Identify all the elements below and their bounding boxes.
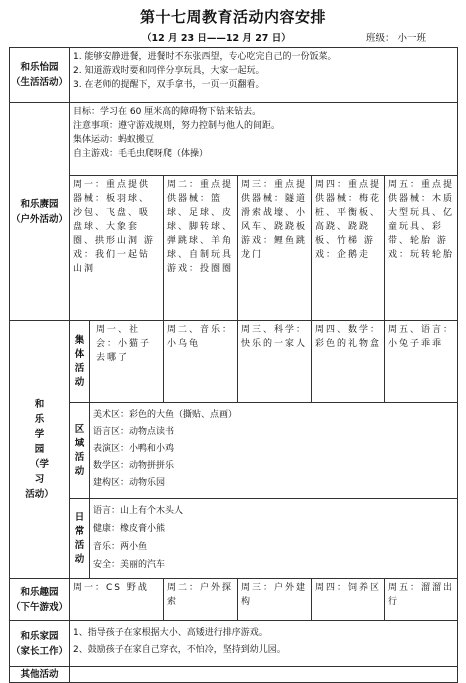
daily-item: 音乐：两小鱼 — [93, 542, 148, 552]
row-parent-work — [10, 621, 458, 667]
daily-item: 语言：山上有个木头人 — [93, 506, 184, 516]
daily-content — [90, 499, 458, 579]
row-daily-activity — [10, 499, 458, 579]
group-day-mon: 周一、社会：小猫子去哪了 — [90, 321, 164, 403]
fun-day-thu: 周四：饲养区 — [312, 579, 385, 621]
row-outdoor-info — [10, 103, 458, 176]
section-learning: 和 乐 学 园 （学 习 活动） — [10, 321, 70, 579]
other-content — [70, 667, 458, 683]
section-fun: 和乐趣园 （下午游戏） — [10, 579, 70, 621]
daily-item: 健康：橡皮膏小熊 — [93, 524, 166, 534]
section-home: 和乐家园 （家长工作） — [10, 621, 70, 667]
area-item: 美术区：彩色的大鱼（撕贴、点画） — [93, 410, 238, 420]
outdoor-day-wed: 周三：重点提供器械：隧道滑索战壕、小风车、跷跷板 游戏：鲤鱼跳龙门 — [238, 176, 312, 321]
group-day-thu: 周四、数学：彩色的礼物盒 — [312, 321, 385, 403]
life-item: 2. 知道游戏时要和同伴分享玩具，大家一起玩。 — [73, 66, 265, 76]
label-daily-activity: 日 常 活 动 — [70, 499, 90, 579]
schedule-table — [9, 47, 458, 683]
row-area-activity — [10, 403, 458, 499]
outdoor-day-fri: 周五：重点提供器械：木质大型玩具、亿童玩具、彩带、轮胎 游戏：玩转轮胎 — [385, 176, 458, 321]
area-content — [90, 403, 458, 499]
group-day-fri: 周五、语言：小兔子乖乖 — [385, 321, 458, 403]
fun-day-fri: 周五：溜溜出行 — [385, 579, 458, 621]
outdoor-line: 目标：学习在 60 厘米高的障碍物下钻来钻去。 — [73, 107, 262, 117]
area-item: 表演区：小鸭和小鸡 — [93, 444, 175, 454]
home-item: 1、指导孩子在家根据大小、高矮进行排序游戏。 — [73, 628, 268, 638]
outdoor-line: 集体运动：蚂蚁搬豆 — [73, 135, 155, 145]
label-group-activity: 集 体 活 动 — [70, 321, 90, 403]
subtitle-row — [0, 30, 466, 44]
page-title: 第十七周教育活动内容安排 — [139, 8, 326, 26]
outdoor-line: 注意事项：遵守游戏规则，努力控制与他人的间距。 — [73, 121, 281, 131]
life-item: 1. 能够安静进餐，进餐时不东张西望，专心吃完自己的一份饭菜。 — [73, 52, 337, 62]
life-item: 3. 在老师的提醒下，双手拿书，一页一页翻看。 — [73, 80, 265, 90]
group-day-wed: 周三、科学：快乐的一家人 — [238, 321, 312, 403]
section-outdoor: 和乐赓园 （户外活动） — [10, 103, 70, 321]
area-item: 建构区：动物乐园 — [93, 478, 166, 488]
row-afternoon-games — [10, 579, 458, 621]
group-day-tue: 周二、音乐：小乌龟 — [164, 321, 238, 403]
area-item: 数学区：动物拼拼乐 — [93, 461, 175, 471]
outdoor-info — [70, 103, 458, 176]
class-label: 班级： 小一班 — [366, 33, 427, 44]
outdoor-day-thu: 周四：重点提供器械：梅花桩、平衡板、高跷、跷跷板、竹梯 游戏：企鹅走 — [312, 176, 385, 321]
date-range: （12 月 23 日——12 月 27 日） — [142, 33, 291, 44]
outdoor-day-tue: 周二：重点提供器械：篮球、足球、皮球、脚转球、弹跳球、羊角球、自制玩具 游戏：投圈圈 — [164, 176, 238, 321]
home-item: 2、鼓励孩子在家自己穿衣，不怕冷，坚持到幼儿园。 — [73, 645, 286, 655]
section-life: 和乐怡园 （生活活动） — [10, 48, 70, 103]
label-area-activity: 区 域 活 动 — [70, 403, 90, 499]
fun-day-wed: 周三：户外建构 — [238, 579, 312, 621]
outdoor-line: 自主游戏：毛毛虫爬呀爬（体操） — [73, 149, 209, 159]
fun-day-tue: 周二：户外探索 — [164, 579, 238, 621]
outdoor-day-mon: 周一：重点提供器械：板羽球、沙包、飞盘、吸盘球、大象套圈、拱形山洞 游戏：我们一起钻山洞 — [70, 176, 164, 321]
fun-day-mon: 周一：CS 野战 — [70, 579, 164, 621]
row-life — [10, 48, 458, 103]
home-content — [70, 621, 458, 667]
row-outdoor-days — [10, 176, 458, 321]
daily-item: 安全：美丽的汽车 — [93, 560, 166, 570]
row-other — [10, 667, 458, 683]
row-group-activity — [10, 321, 458, 403]
area-item: 语言区：动物点读书 — [93, 427, 175, 437]
life-content — [70, 48, 458, 103]
section-other: 其他活动 — [10, 667, 70, 683]
